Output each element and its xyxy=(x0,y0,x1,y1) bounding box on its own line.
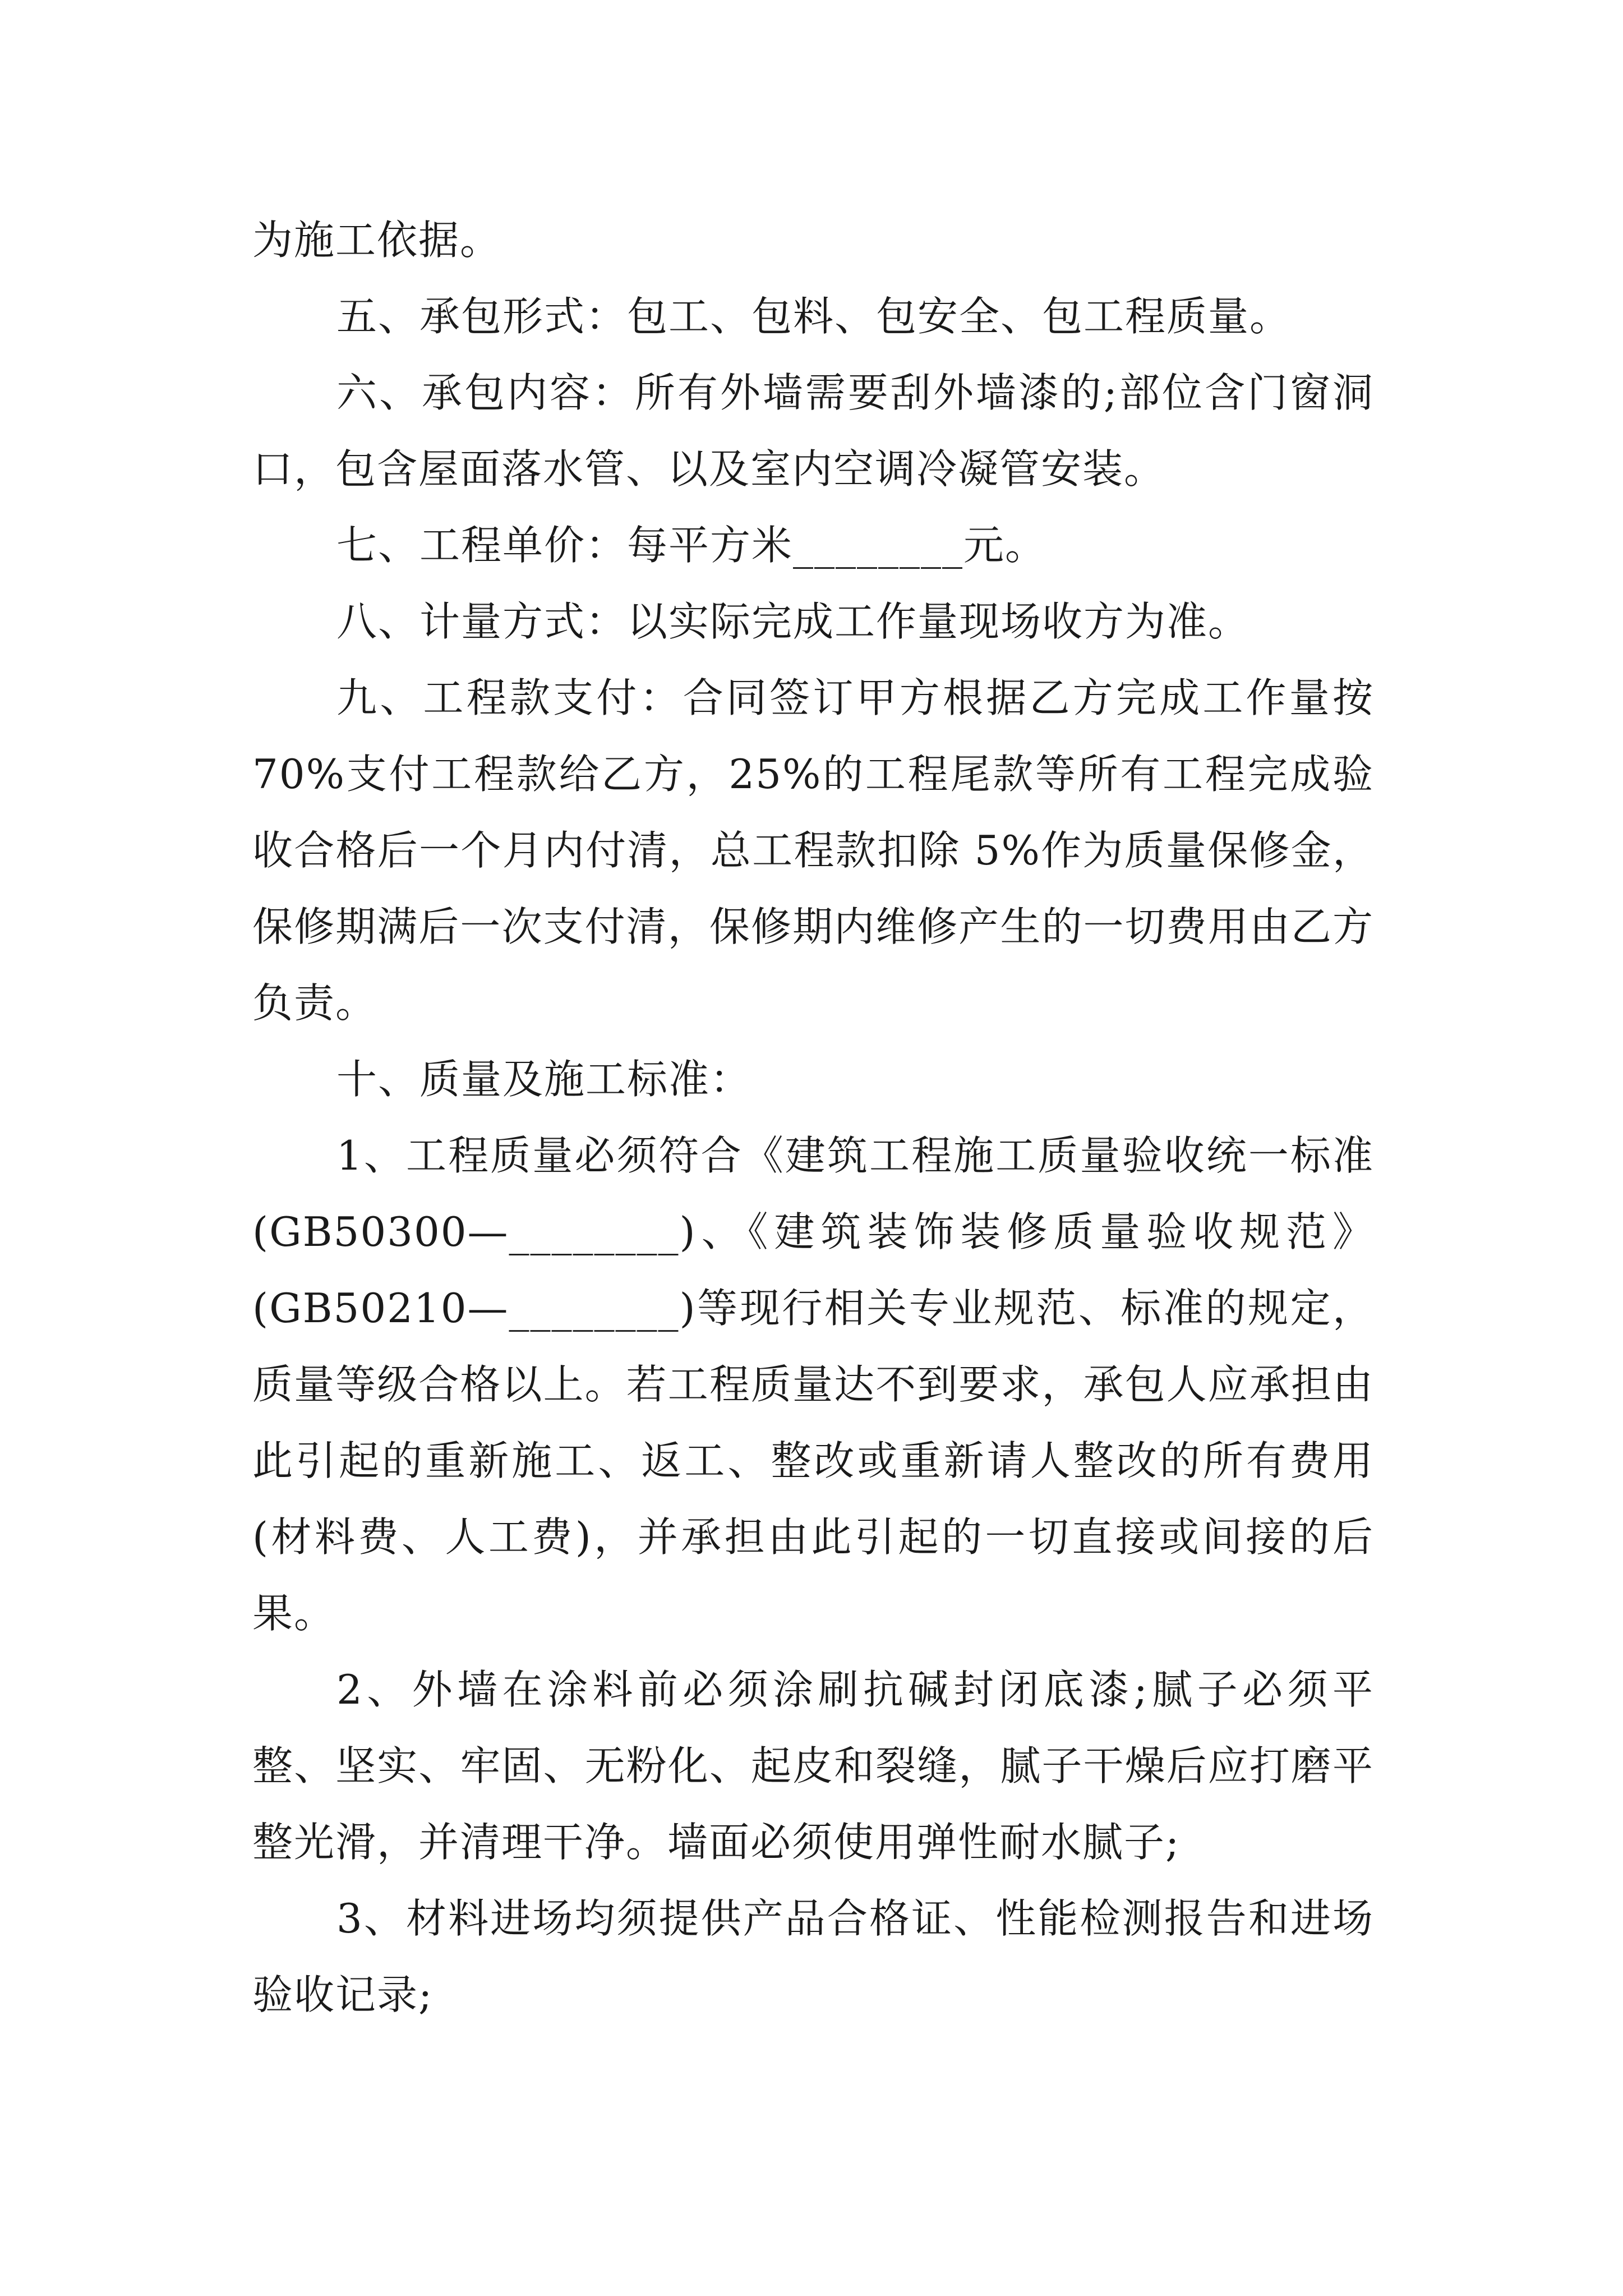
paragraph-measurement-method: 八、计量方式：以实际完成工作量现场收方为准。 xyxy=(336,598,1250,645)
paragraph-unit-price: 七、工程单价：每平方米________元。 xyxy=(336,522,1047,569)
paragraph-quality-standards-heading: 十、质量及施工标准： xyxy=(336,1056,752,1103)
paragraph-construction-basis: 为施工依据。 xyxy=(252,217,502,264)
paragraph-contract-form: 五、承包形式：包工、包料、包安全、包工程质量。 xyxy=(336,293,1292,340)
paragraph-contract-content: 六、承包内容：所有外墙需要刮外墙漆的;部位含门窗洞口，包含屋面落水管、以及室内空调冷凝管安装。 xyxy=(252,369,1374,493)
paragraph-payment-terms: 九、工程款支付：合同签订甲方根据乙方完成工作量按70%支付工程款给乙方，25%的工程尾款等所有工程完成验收合格后一个月内付清，总工程款扣除 5%作为质量保修金，保修期满后一次支付清，保修期内维修产生的一切费用由乙方负责。 xyxy=(252,674,1374,1027)
document-body xyxy=(252,202,1374,2033)
paragraph-quality-item-2: 2、外墙在涂料前必须涂刷抗碱封闭底漆;腻子必须平整、坚实、牢固、无粉化、起皮和裂缝，腻子干燥后应打磨平整光滑，并清理干净。墙面必须使用弹性耐水腻子; xyxy=(252,1666,1374,1866)
paragraph-quality-item-1: 1、工程质量必须符合《建筑工程施工质量验收统一标准(GB50300—________)、《建筑装饰装修质量验收规范》(GB50210—________)等现行相关专业规范、标准的规定，质量等级合格以上。若工程质量达不到要求，承包人应承担由此引起的重新施工、返工、整改或重新请人整改的所有费用(材料费、人工费)，并承担由此引起的一切直接或间接的后果。 xyxy=(252,1132,1374,1637)
paragraph-quality-item-3: 3、材料进场均须提供产品合格证、性能检测报告和进场验收记录; xyxy=(252,1895,1374,2018)
